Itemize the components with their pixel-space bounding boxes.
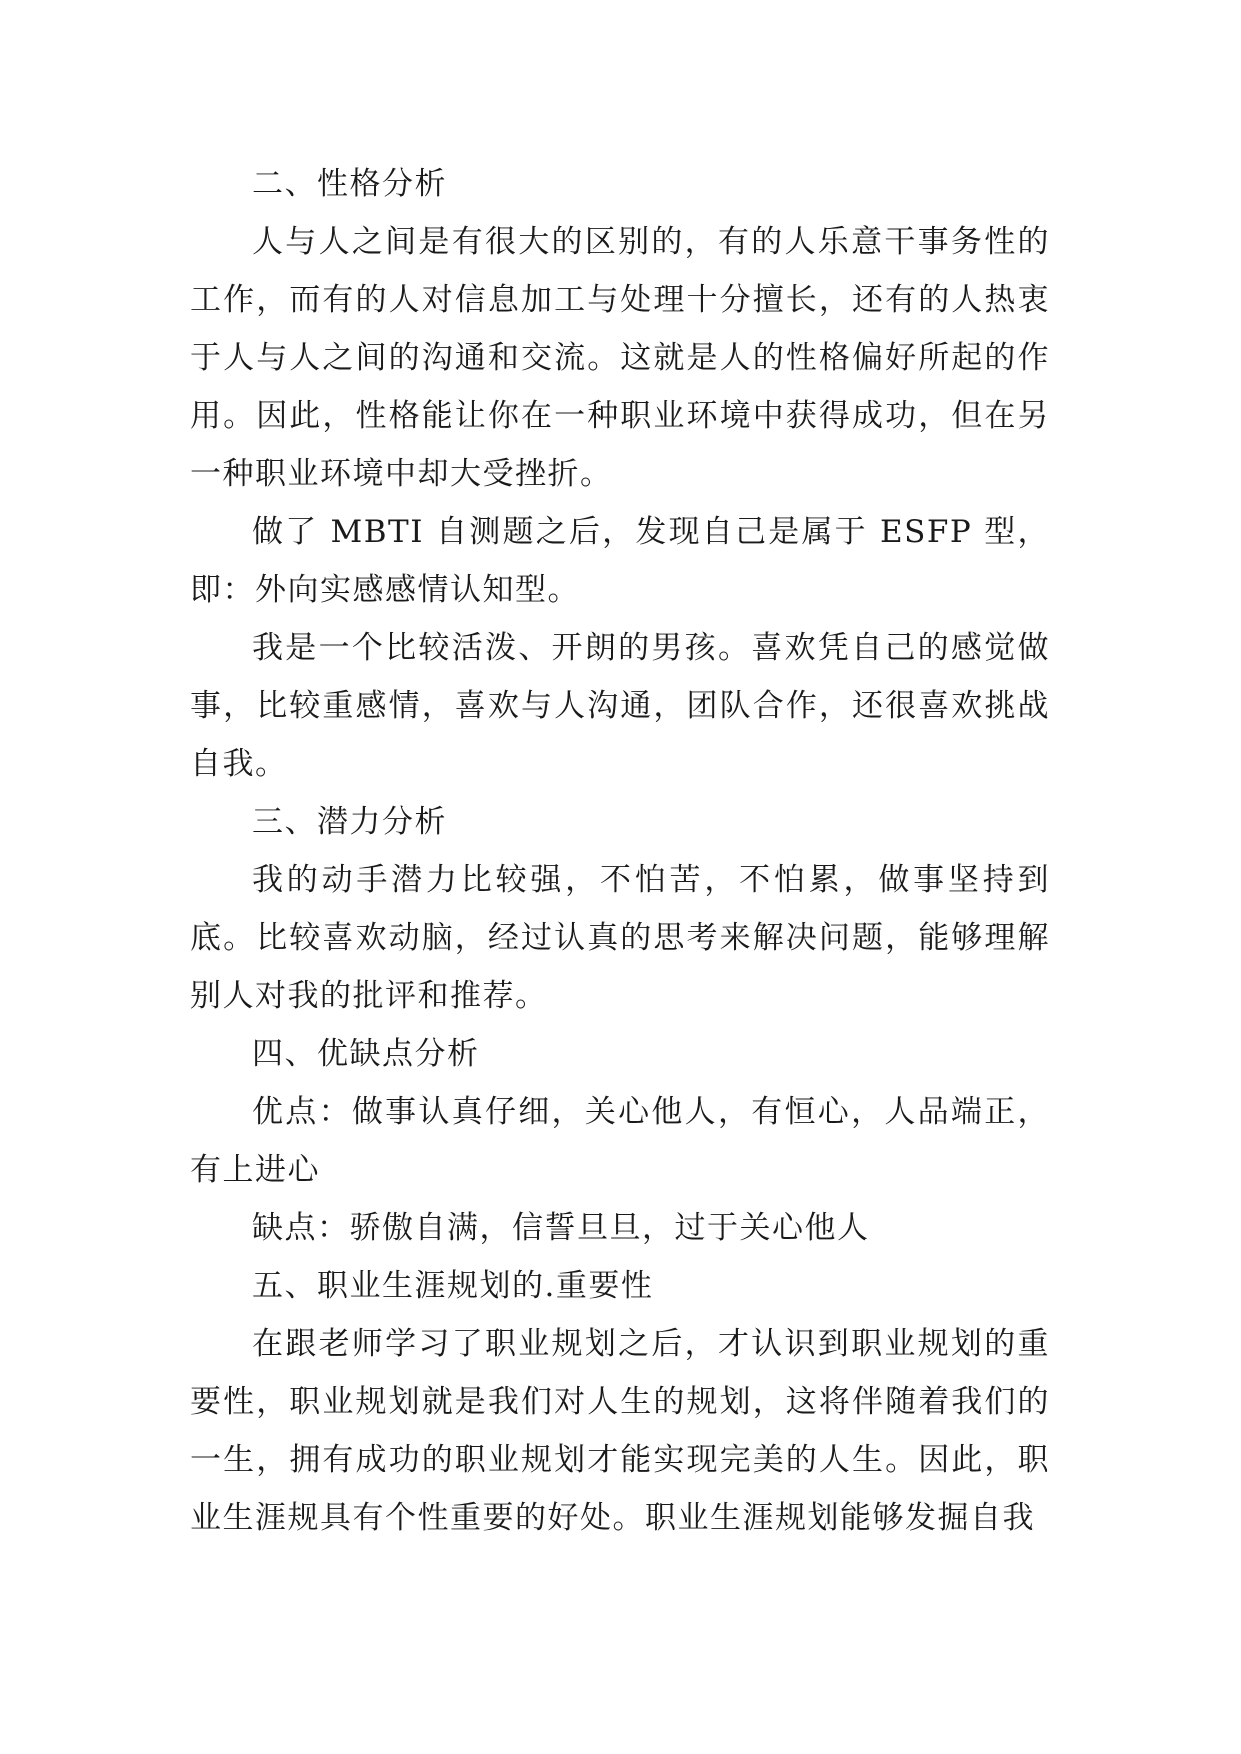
paragraph-potential: 我的动手潜力比较强，不怕苦，不怕累，做事坚持到底。比较喜欢动脑，经过认真的思考来解决问题，能够理解别人对我的批评和推荐。 (190, 862, 1050, 1014)
paragraph-self-description: 我是一个比较活泼、开朗的男孩。喜欢凭自己的感觉做事，比较重感情，喜欢与人沟通，团队合作，还很喜欢挑战自我。 (190, 630, 1050, 782)
paragraph-personality-differences: 人与人之间是有很大的区别的，有的人乐意干事务性的工作，而有的人对信息加工与处理十分擅长，还有的人热衷于人与人之间的沟通和交流。这就是人的性格偏好所起的作用。因此，性格能让你在一种职业环境中获得成功，但在另一种职业环境中却大受挫折。 (190, 224, 1050, 492)
section-heading-strengths-weaknesses: 四、优缺点分析 (252, 1036, 480, 1072)
document-body (190, 155, 1050, 1547)
paragraph-strengths: 优点：做事认真仔细，关心他人，有恒心，人品端正，有上进心 (190, 1094, 1050, 1188)
section-heading-potential: 三、潜力分析 (252, 804, 447, 840)
paragraph-importance: 在跟老师学习了职业规划之后，才认识到职业规划的重要性，职业规划就是我们对人生的规划，这将伴随着我们的一生，拥有成功的职业规划才能实现完美的人生。因此，职业生涯规具有个性重要的好处。职业生涯规划能够发掘自我 (190, 1326, 1050, 1536)
section-heading-personality: 二、性格分析 (252, 166, 447, 202)
section-heading-importance: 五、职业生涯规划的.重要性 (252, 1268, 654, 1304)
paragraph-mbti-result: 做了 MBTI 自测题之后，发现自己是属于 ESFP 型，即：外向实感感情认知型。 (190, 514, 1050, 608)
paragraph-weaknesses: 缺点：骄傲自满，信誓旦旦，过于关心他人 (252, 1210, 870, 1246)
